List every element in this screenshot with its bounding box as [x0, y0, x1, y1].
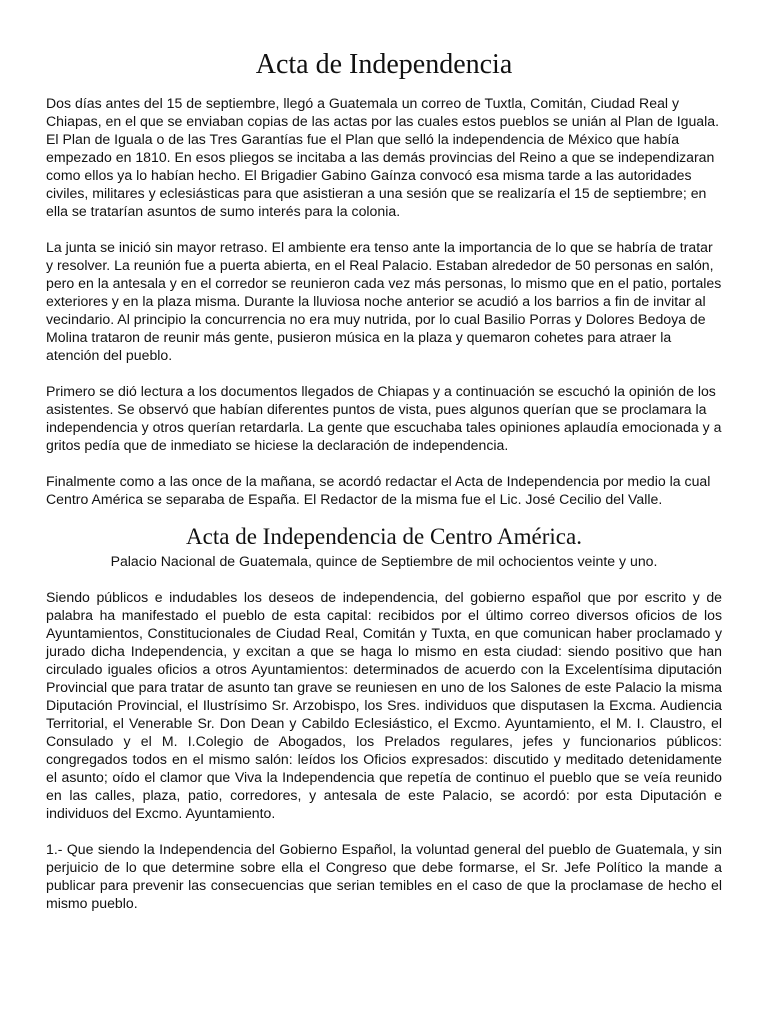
act-title: Acta de Independencia de Centro América. [186, 524, 582, 549]
intro-paragraph-3: Primero se dió lectura a los documentos llegados de Chiapas y a continuación se escuchó la opinión de los asistentes. Se observó que habían diferentes puntos de vista, pues algunos querían que se proclamara la independencia y otros querían retardarla. La gente que escuchaba tales opiniones aplaudía emocionada y a gritos pedía que de inmediato se hiciese la declaración de independencia. [46, 383, 722, 453]
act-paragraph-1: Siendo públicos e indudables los deseos de independencia, del gobierno español que por escrito y de palabra ha manifestado el pueblo de esta capital: recibidos por el último correo diversos oficios de los Ayuntamientos, Constitucionales de Ciudad Real, Comitán y Tuxta, en que comunican haber proclamado y jurado dicha Independencia, y excitan a que se haga lo mismo en esta ciudad: siendo positivo que han circulado iguales oficios a otros Ayuntamientos: determinados de acuerdo con la Excelentísima diputación Provincial que para tratar de asunto tan grave se reuniesen en uno de los Salones de este Palacio la misma Diputación Provincial, el Ilustrísimo Sr. Arzobispo, los Sres. individuos que disputasen la Excma. Audiencia Territorial, el Venerable Sr. Don Dean y Cabildo Eclesiástico, el Excmo. Ayuntamiento, el M. I. Claustro, el Consulado y el M. I.Colegio de Abogados, los Prelados regulares, jefes y funcionarios públicos: congregados todos en el mismo salón: leídos los Oficios expresados: discutido y meditado detenidamente el asunto; oído el clamor que Viva la Independencia que repetía de continuo el pueblo que se veía reunido en las calles, plaza, patio, corredores, y antesala de este Palacio, se acordó: por esta Diputación e individuos del Excmo. Ayuntamiento. [46, 589, 722, 821]
intro-paragraph-1: Dos días antes del 15 de septiembre, llegó a Guatemala un correo de Tuxtla, Comitán, Ciudad Real y Chiapas, en el que se enviaban copias de las actas por las cuales estos pueblos se unián al Plan de Iguala. El Plan de Iguala o de las Tres Garantías fue el Plan que selló la independencia de México que había empezado en 1810. En esos pliegos se incitaba a las demás provincias del Reino a que se independizaran como ellos ya lo habían hecho. El Brigadier Gabino Gaínza convocó esa misma tarde a las autoridades civiles, militares y eclesiásticas para que asistieran a una sesión que se realizaría el 15 de septiembre; en ella se tratarían asuntos de sumo interés para la colonia. [46, 95, 720, 219]
document-title: Acta de Independencia [255, 49, 513, 80]
document-page [46, 48, 722, 930]
act-paragraph-2: 1.- Que siendo la Independencia del Gobierno Español, la voluntad general del pueblo de Guatemala, y sin perjuicio de lo que determine sobre ella el Congreso que debe formarse, el Sr. Jefe Político la mande a publicar para prevenir las consecuencias que serian temibles en el caso de que la proclamase de hecho el mismo pueblo. [46, 841, 722, 911]
act-subtitle: Palacio Nacional de Guatemala, quince de Septiembre de mil ochocientos veinte y uno. [110, 553, 658, 569]
intro-paragraph-2: La junta se inició sin mayor retraso. El ambiente era tenso ante la importancia de lo que se habría de tratar y resolver. La reunión fue a puerta abierta, en el Real Palacio. Estaban alrededor de 50 personas en salón, pero en la antesala y en el corredor se reunieron cada vez más personas, lo mismo que en el patio, portales exteriores y en la plaza misma. Durante la lluviosa noche anterior se acudió a los barrios a fin de invitar al vecindario. Al principio la concurrencia no era muy nutrida, por lo cual Basilio Porras y Dolores Bedoya de Molina trataron de reunir más gente, pusieron música en la plaza y quemaron cohetes para atraer la atención del pueblo. [46, 239, 722, 363]
intro-paragraph-4: Finalmente como a las once de la mañana, se acordó redactar el Acta de Independencia por medio la cual Centro América se separaba de España. El Redactor de la misma fue el Lic. José Cecilio del Valle. [46, 473, 711, 507]
